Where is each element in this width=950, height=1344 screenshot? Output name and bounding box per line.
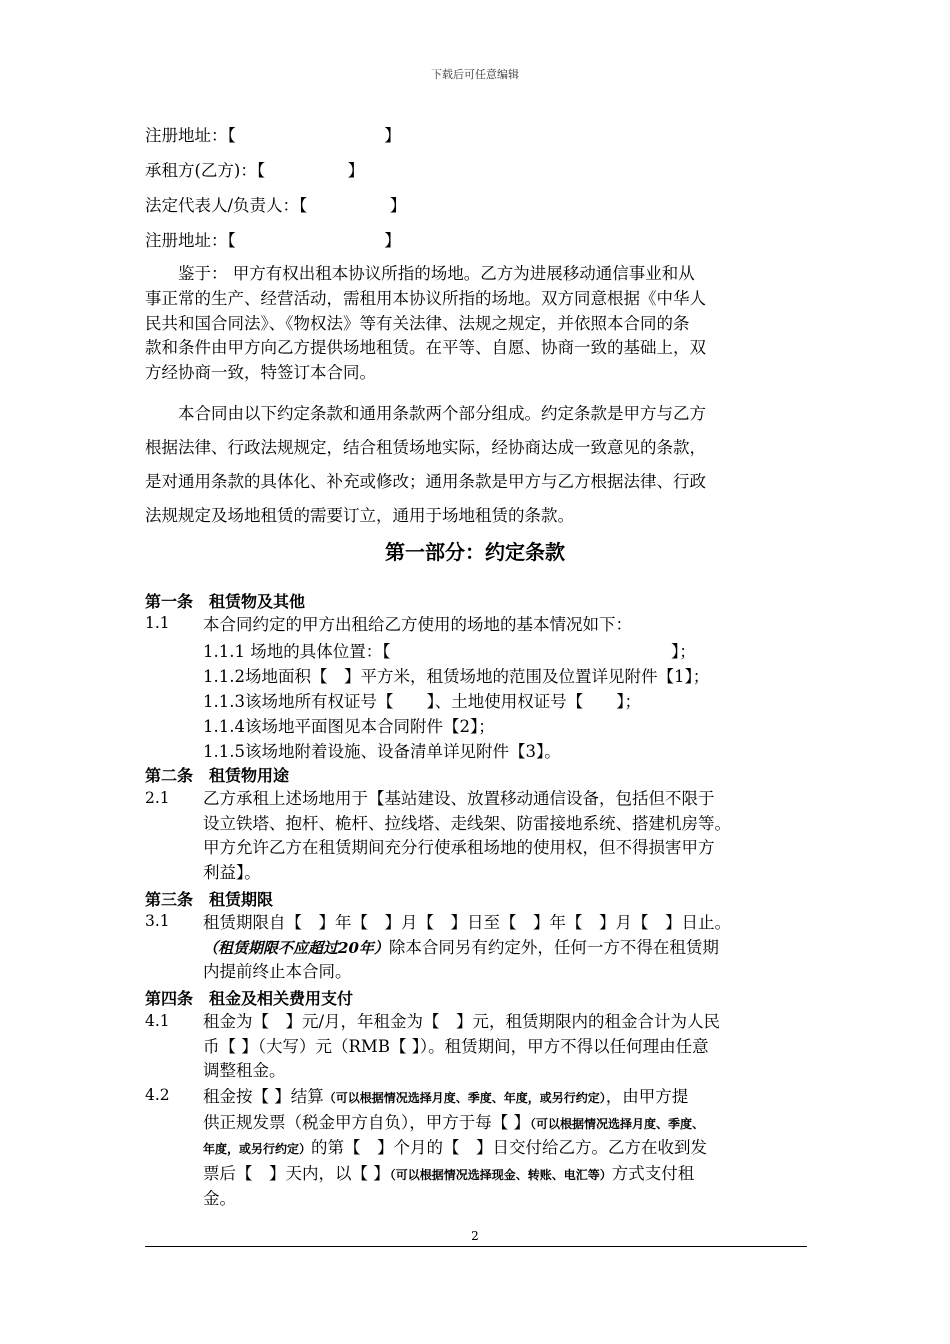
whereas-line: 民共和国合同法》、《物权法》等有关法律、法规之规定，并依照本合同的条 [145, 313, 690, 333]
clause-text: 的第【 】个月的【 】日交付给乙方。乙方在收到发 [311, 1138, 708, 1158]
option-note: （可以根据情况选择现金、转账、电汇等） [389, 1167, 612, 1182]
clause-line: 设立铁塔、抱杆、桅杆、拉线塔、走线架、防雷接地系统、搭建机房等。 [203, 813, 731, 833]
clause-text: 方式支付租 [611, 1163, 695, 1183]
clause-text: ，由甲方提 [605, 1087, 689, 1106]
clause-line: 乙方承租上述场地用于【基站建设、放置移动通信设备，包括但不限于 [203, 789, 715, 808]
clause-line: 币【 】（大写）元（RMB【 】）。租赁期间，甲方不得以任何理由任意 [203, 1036, 709, 1056]
article-4-title: 第四条 租金及相关费用支付 [145, 989, 354, 1008]
clause-1-1-5: 1.1.5该场地附着设施、设备清单详见附件【3】。 [203, 742, 561, 761]
clause-line [203, 1162, 813, 1188]
clause-line [203, 1085, 813, 1111]
clause-line [203, 1111, 813, 1137]
part-title: 第一部分：约定条款 [385, 540, 565, 564]
clause-line [203, 936, 813, 961]
clause-4-1-text [203, 1010, 813, 1084]
clause-text: 票后【 】天内，以【 】 [203, 1163, 390, 1183]
whereas-line: 款和条件由甲方向乙方提供场地租赁。在平等、自愿、协商一致的基础上，双 [145, 338, 706, 358]
clause-number: 1.1 [145, 614, 170, 632]
whereas-line: 方经协商一致，特签订本合同。 [145, 363, 376, 383]
clause-number: 4.2 [145, 1086, 170, 1104]
clause-1-1-1: 1.1.1 场地的具体位置：【 】； [203, 642, 696, 661]
clause-line: 内提前终止本合同。 [203, 962, 352, 982]
option-note: 年度，或另行约定） [203, 1142, 312, 1157]
clause-line: 调整租金。 [203, 1061, 286, 1081]
clause-text: 租金按【 】结算 [203, 1087, 324, 1106]
clause-1-1-4: 1.1.4该场地平面图见本合同附件【2】； [203, 717, 495, 736]
clause-line [203, 1136, 813, 1162]
clause-line: 甲方允许乙方在租赁期间充分行使承租场地的使用权，但不得损害甲方 [203, 838, 715, 858]
clause-4-2-text [203, 1085, 813, 1212]
clause-1-1-text: 本合同约定的甲方出租给乙方使用的场地的基本情况如下： [203, 615, 632, 634]
composition-line: 法规规定及场地租赁的需要订立，通用于场地租赁的条款。 [145, 506, 574, 525]
composition-line: 是对通用条款的具体化、补充或修改；通用条款是甲方与乙方根据法律、行政 [145, 472, 706, 491]
whereas-paragraph [145, 262, 810, 386]
clause-3-1-text [203, 911, 813, 985]
option-note: （可以根据情况选择月度、季度、 [530, 1116, 705, 1131]
term-limit-note: （租赁期限不应超过20年） [203, 938, 389, 957]
clause-line: 金。 [203, 1189, 236, 1209]
clause-1-1-3: 1.1.3该场地所有权证号【 】、土地使用权证号【 】； [203, 692, 641, 711]
clause-text: 供正规发票（税金甲方自负），甲方于每【 】 [203, 1112, 530, 1132]
page-header: 下载后可任意编辑 [431, 68, 519, 81]
clause-2-1-text [203, 787, 813, 885]
legal-representative-line: 法定代表人/负责人：【 】 [145, 196, 407, 215]
lessee-line: 承租方(乙方)：【 】 [145, 161, 365, 180]
composition-line: 根据法律、行政法规规定，结合租赁场地实际，经协商达成一致意见的条款， [145, 438, 706, 457]
clause-line: 利益】。 [203, 862, 261, 882]
article-3-title: 第三条 租赁期限 [145, 890, 274, 909]
clause-1-1-2: 1.1.2场地面积【 】平方米，租赁场地的范围及位置详见附件【1】； [203, 667, 710, 686]
clause-number: 2.1 [145, 789, 170, 807]
whereas-line: 鉴于： 甲方有权出租本协议所指的场地。乙方为进展移动通信事业和从 [145, 264, 695, 283]
article-2-title: 第二条 租赁物用途 [145, 766, 290, 785]
footer-rule [145, 1246, 807, 1247]
clause-line: 租金为【 】元/月，年租金为【 】元，租赁期限内的租金合计为人民 [203, 1012, 721, 1031]
registered-address-2: 注册地址：【 】 [145, 231, 401, 250]
clause-number: 4.1 [145, 1012, 170, 1030]
clause-line: 租赁期限自【 】年【 】月【 】日至【 】年【 】月【 】日止。 [203, 913, 731, 932]
option-note: （可以根据情况选择月度、季度、年度，或另行约定） [323, 1091, 606, 1105]
whereas-line: 事正常的生产、经营活动，需租用本协议所指的场地。双方同意根据《中华人 [145, 288, 706, 308]
composition-line: 本合同由以下约定条款和通用条款两个部分组成。约定条款是甲方与乙方 [145, 404, 706, 423]
registered-address-1: 注册地址：【 】 [145, 126, 401, 145]
page-number: 2 [471, 1229, 479, 1243]
clause-number: 3.1 [145, 912, 170, 930]
clause-text: 除本合同另有约定外，任何一方不得在租赁期 [388, 937, 719, 957]
article-1-title: 第一条 租赁物及其他 [145, 592, 306, 611]
composition-paragraph [145, 397, 810, 533]
